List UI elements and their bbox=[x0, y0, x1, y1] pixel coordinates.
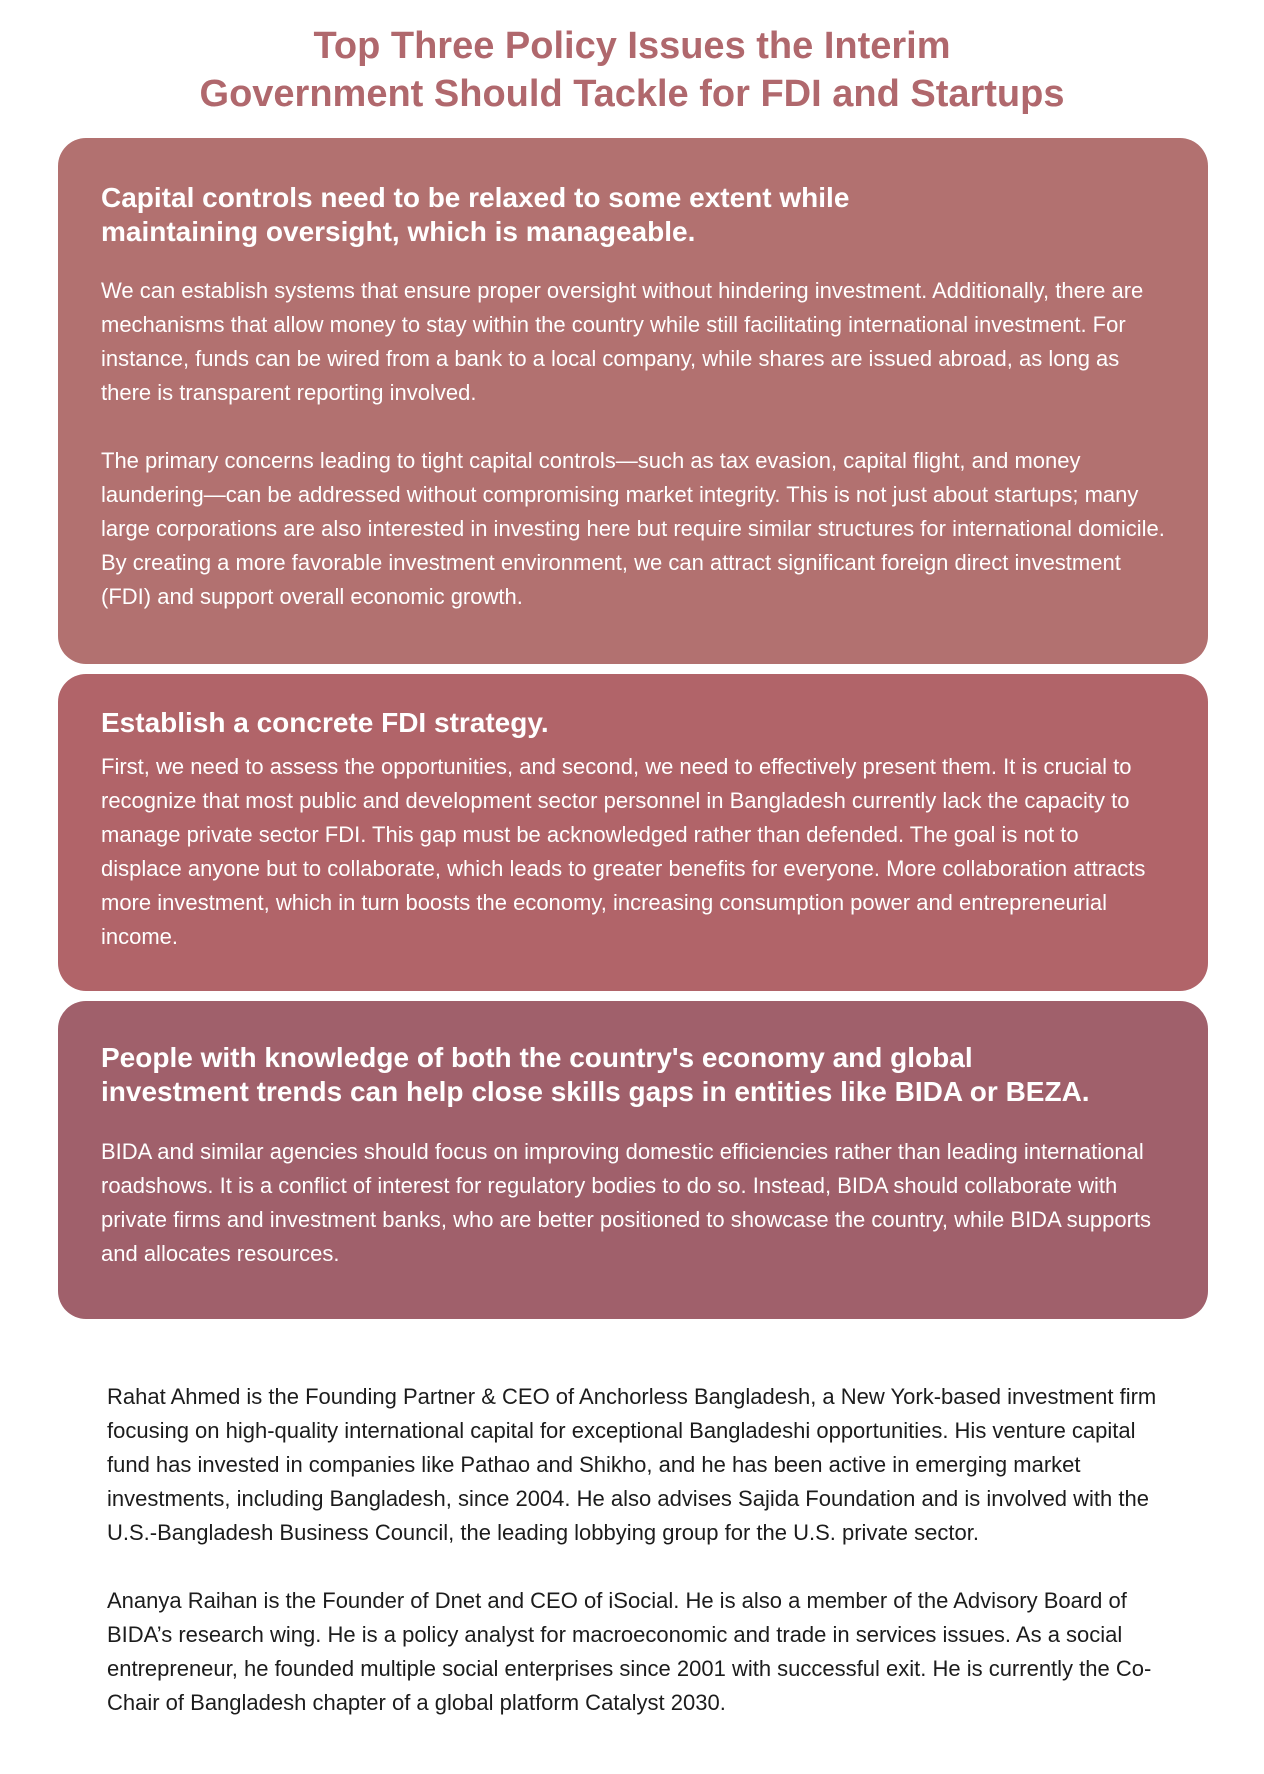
issue-paragraph: We can establish systems that ensure proper oversight without hindering investment. Additionally, there are mechanisms that allow money to stay within the country while still facilitating international investment. For instance, funds can be wired from a bank to a local company, while shares are issued abroad, as long as there is transparent reporting involved. bbox=[101, 278, 1144, 405]
issue-heading-line-1: People with knowledge of both the country's economy and global bbox=[101, 1042, 973, 1073]
issue-heading-line-2: maintaining oversight, which is manageable. bbox=[101, 216, 696, 247]
page-title bbox=[0, 22, 1264, 118]
author-bio-ananya-raihan: Ananya Raihan is the Founder of Dnet and CEO of iSocial. He is also a member of the Advisory Board of BIDA’s research wing. He is a policy analyst for macroeconomic and trade in services issues. As a social entrepreneur, he founded multiple social enterprises since 2001 with successful exit. He is currently the Co-Chair of Bangladesh chapter of a global platform Catalyst 2030. bbox=[107, 1588, 1152, 1715]
issue-heading bbox=[101, 138, 1165, 249]
issue-heading bbox=[101, 674, 1165, 740]
issue-heading-line-1: Capital controls need to be relaxed to some extent while bbox=[101, 182, 850, 213]
author-bio-rahat-ahmed: Rahat Ahmed is the Founding Partner & CEO of Anchorless Bangladesh, a New York-based investment firm focusing on high-quality international capital for exceptional Bangladeshi opportunities. His venture capital fund has invested in companies like Pathao and Shikho, and he has been active in emerging market investments, including Bangladesh, since 2004. He also advises Sajida Foundation and is involved with the U.S.-Bangladesh Business Council, the leading lobbying group for the U.S. private sector. bbox=[107, 1384, 1157, 1545]
issue-heading-line-2: investment trends can help close skills gaps in entities like BIDA or BEZA. bbox=[101, 1076, 1090, 1107]
issue-heading bbox=[101, 1001, 1165, 1109]
issue-paragraph: BIDA and similar agencies should focus on improving domestic efficiencies rather than leading international roadshows. It is a conflict of interest for regulatory bodies to do so. Instead, BIDA should collaborate with private firms and investment banks, who are better positioned to showcase the country, while BIDA supports and allocates resources. bbox=[101, 1139, 1152, 1266]
policy-issue-card-skills-gaps bbox=[58, 1001, 1208, 1319]
page-title-line-1: Top Three Policy Issues the Interim bbox=[313, 25, 951, 67]
issue-paragraph: First, we need to assess the opportunities, and second, we need to effectively present them. It is crucial to recognize that most public and development sector personnel in Bangladesh currently lack the capacity to manage private sector FDI. This gap must be acknowledged rather than defended. The goal is not to displace anyone but to collaborate, which leads to greater benefits for everyone. More collaboration attracts more investment, which in turn boosts the economy, increasing consumption power and entrepreneurial income. bbox=[101, 754, 1146, 949]
page-title-line-2: Government Should Tackle for FDI and Startups bbox=[199, 73, 1065, 115]
author-bios bbox=[107, 1380, 1167, 1720]
policy-issue-card-fdi-strategy bbox=[58, 674, 1208, 991]
issue-heading-line-1: Establish a concrete FDI strategy. bbox=[101, 707, 549, 738]
issue-paragraph: The primary concerns leading to tight capital controls—such as tax evasion, capital flight, and money laundering—can be addressed without compromising market integrity. This is not just about startups; many large corporations are also interested in investing here but require similar structures for international domicile. By creating a more favorable investment environment, we can attract significant foreign direct investment (FDI) and support overall economic growth. bbox=[101, 448, 1165, 609]
policy-issue-card-capital-controls bbox=[58, 138, 1208, 664]
